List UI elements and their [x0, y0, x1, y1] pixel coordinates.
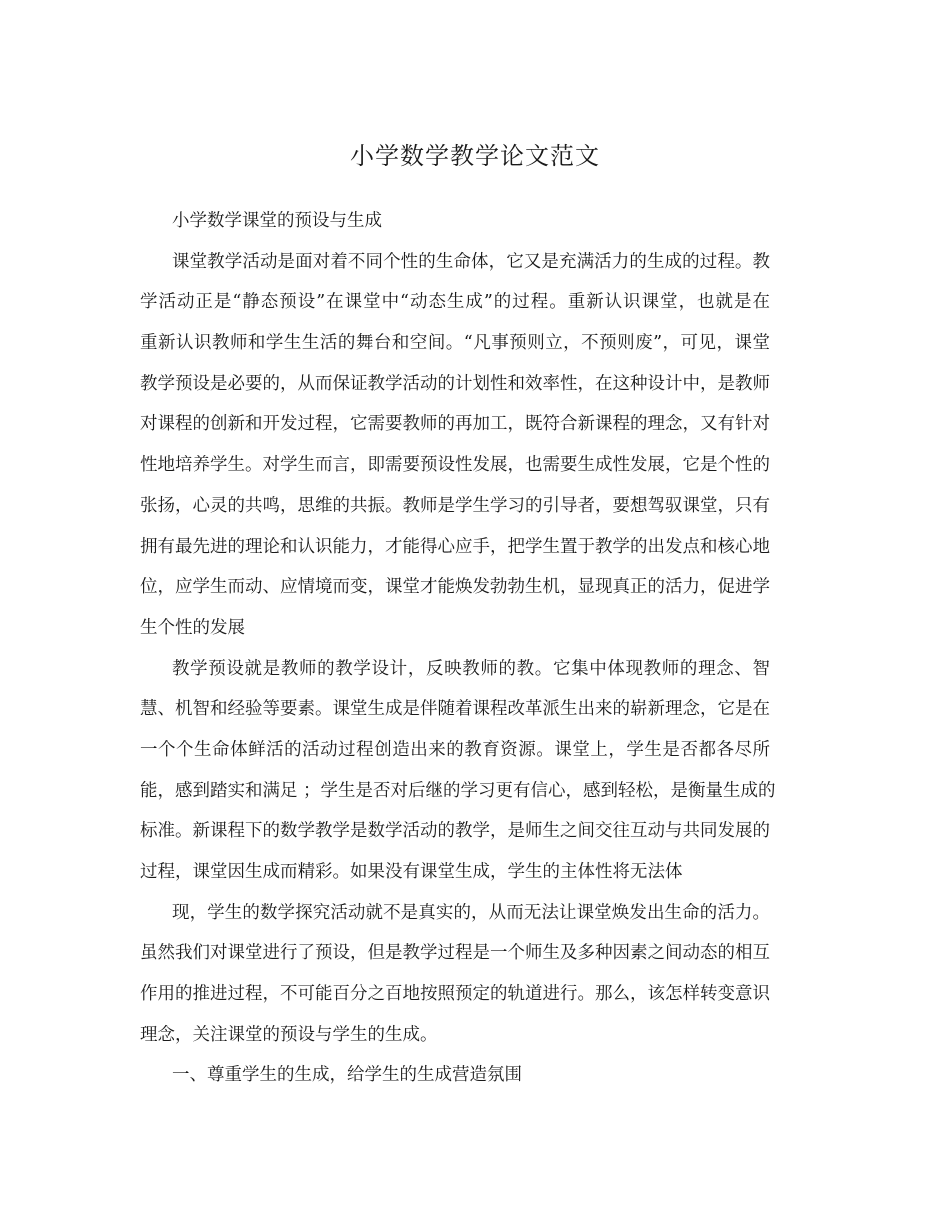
body-line: 学活动正是“静态预设”在课堂中“动态生成”的过程。重新认识课堂，也就是在: [140, 292, 770, 313]
body-line: 过程，课堂因生成而精彩。如果没有课堂生成，学生的主体性将无法体: [140, 862, 683, 882]
document-body: [140, 201, 776, 1096]
body-line: 重新认识教师和学生生活的舞台和空间。“凡事预则立，不预则废”，可见，课堂: [140, 333, 770, 354]
body-line: 标准。新课程下的数学教学是数学活动的教学，是师生之间交往互动与共同发展的: [140, 821, 770, 842]
body-line: 一、尊重学生的生成，给学生的生成营造氛围: [172, 1065, 522, 1086]
body-line: 教学预设就是教师的教学设计，反映教师的教。它集中体现教师的理念、智: [172, 658, 770, 679]
body-line: 能，感到踏实和满足 ；学生是否对后继的学习更有信心，感到轻松，是衡量生成的: [140, 780, 776, 801]
body-line: 课堂教学活动是面对着不同个性的生命体，它又是充满活力的生成的过程。教: [172, 251, 770, 272]
body-line: 慧、机智和经验等要素。课堂生成是伴随着课程改革派生出来的崭新理念，它是在: [140, 699, 770, 720]
body-line: 对课程的创新和开发过程，它需要教师的再加工，既符合新课程的理念，又有针对: [140, 414, 770, 435]
body-line: 一个个生命体鲜活的活动过程创造出来的教育资源。课堂上，学生是否都各尽所: [140, 739, 770, 760]
body-line: 虽然我们对课堂进行了预设，但是教学过程是一个师生及多种因素之间动态的相互: [140, 943, 770, 964]
body-line: 性地培养学生。对学生而言，即需要预设性发展，也需要生成性发展，它是个性的: [140, 455, 770, 476]
body-line: 小学数学课堂的预设与生成: [172, 211, 382, 231]
body-line: 教学预设是必要的，从而保证教学活动的计划性和效率性，在这种设计中，是教师: [140, 373, 770, 394]
body-line: 生个性的发展: [140, 617, 245, 638]
body-line: 作用的推进过程，不可能百分之百地按照预定的轨道进行。那么，该怎样转变意识: [140, 984, 770, 1005]
body-line: 理念，关注课堂的预设与学生的生成。: [140, 1024, 438, 1045]
document-title: 小学数学教学论文范文: [350, 142, 600, 170]
body-line: 拥有最先进的理论和认识能力，才能得心应手，把学生置于教学的出发点和核心地: [140, 536, 770, 557]
body-line: 张扬，心灵的共鸣，思维的共振。教师是学生学习的引导者，要想驾驭课堂，只有: [140, 495, 770, 516]
body-line: 现，学生的数学探究活动就不是真实的，从而无法让课堂焕发出生命的活力。: [172, 902, 770, 923]
body-line: 位，应学生而动、应情境而变，课堂才能焕发勃勃生机，显现真正的活力，促进学: [140, 577, 770, 598]
